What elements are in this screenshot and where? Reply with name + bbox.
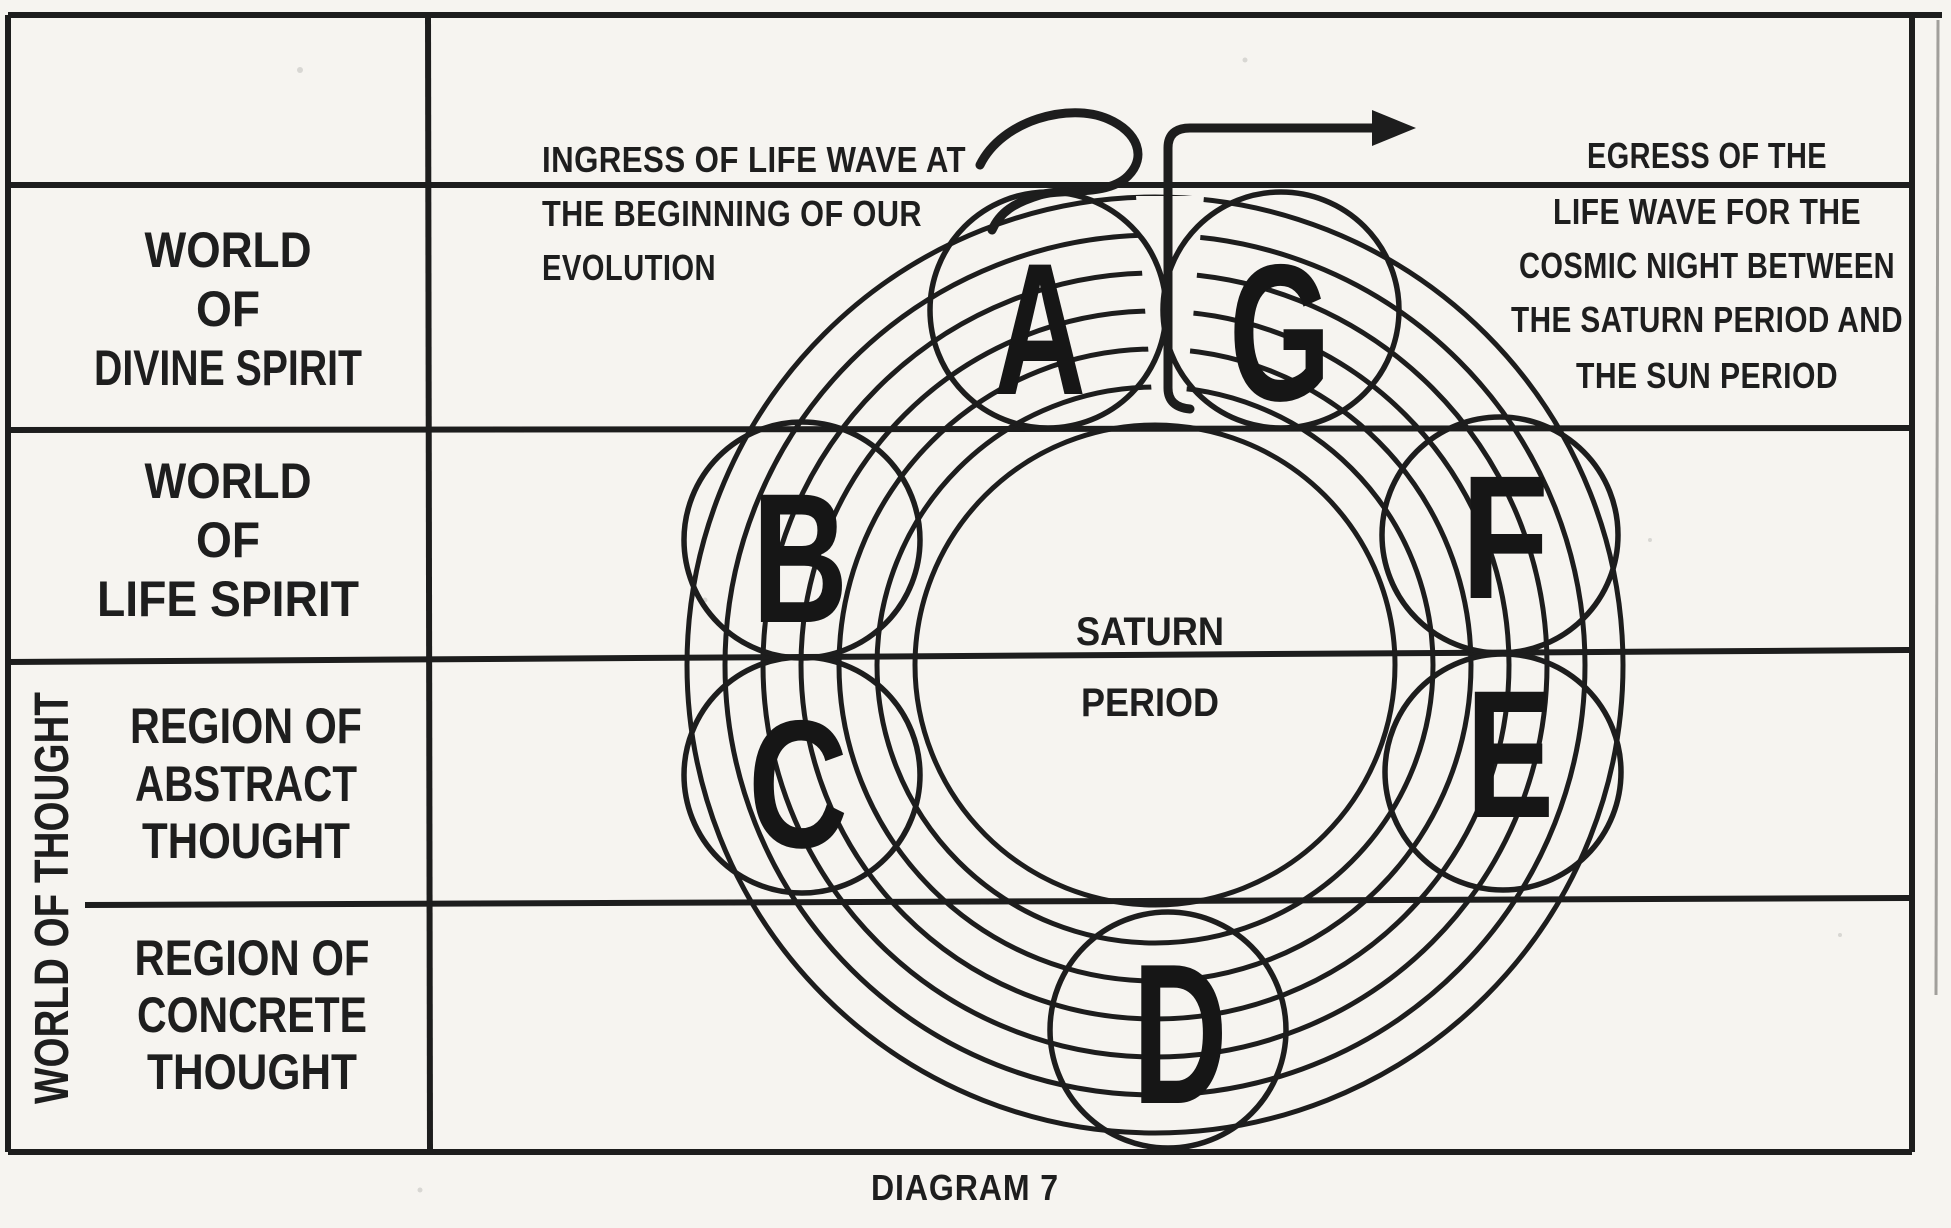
- row-label-line: OF: [196, 281, 260, 337]
- figure-caption: DIAGRAM 7: [871, 1167, 1059, 1208]
- row-label-line: ABSTRACT: [135, 756, 357, 812]
- grid-column-divider: [428, 15, 430, 1152]
- row-label-line: OF: [196, 512, 260, 568]
- center-label-line: SATURN: [1076, 610, 1224, 654]
- globe-letter-f: F: [1461, 440, 1549, 636]
- ingress-text-line: INGRESS OF LIFE WAVE AT: [542, 139, 966, 180]
- globe-letter-e: E: [1466, 652, 1554, 856]
- egress-text-line: THE SUN PERIOD: [1576, 355, 1838, 396]
- row-label-line: WORLD: [144, 453, 312, 509]
- page-edge-artifact-line: [1936, 20, 1938, 995]
- egress-text-line: THE SATURN PERIOD AND: [1511, 299, 1903, 340]
- globe-letter-c: C: [748, 682, 848, 886]
- row-label-line: CONCRETE: [137, 987, 367, 1043]
- row-label-line: REGION OF: [130, 698, 362, 754]
- row-label-line: REGION OF: [134, 930, 370, 986]
- row-label-concrete-thought: [135, 930, 370, 1100]
- globe-letter-a: A: [994, 224, 1086, 434]
- row-label-line: DIVINE SPIRIT: [94, 340, 362, 396]
- grid-row-line-2: [8, 428, 1912, 430]
- globe-letter-g: G: [1229, 224, 1331, 442]
- row-label-line: LIFE SPIRIT: [97, 571, 359, 627]
- egress-text-line: COSMIC NIGHT BETWEEN: [1519, 245, 1895, 286]
- row-label-line: THOUGHT: [142, 813, 350, 869]
- ingress-text-line: THE BEGINNING OF OUR: [542, 193, 922, 234]
- globe-letter-b: B: [752, 456, 848, 662]
- row-label-abstract-thought: [130, 698, 362, 869]
- row-label-line: THOUGHT: [147, 1044, 357, 1100]
- ingress-text-line: EVOLUTION: [542, 247, 716, 288]
- egress-text-line: LIFE WAVE FOR THE: [1553, 191, 1861, 232]
- center-label-line: PERIOD: [1081, 681, 1219, 725]
- globe-letter-d: D: [1132, 923, 1228, 1146]
- egress-text-line: EGRESS OF THE: [1587, 135, 1827, 176]
- side-label-world-of-thought: WORLD OF THOUGHT: [26, 592, 79, 1104]
- row-label-line: WORLD: [144, 222, 312, 278]
